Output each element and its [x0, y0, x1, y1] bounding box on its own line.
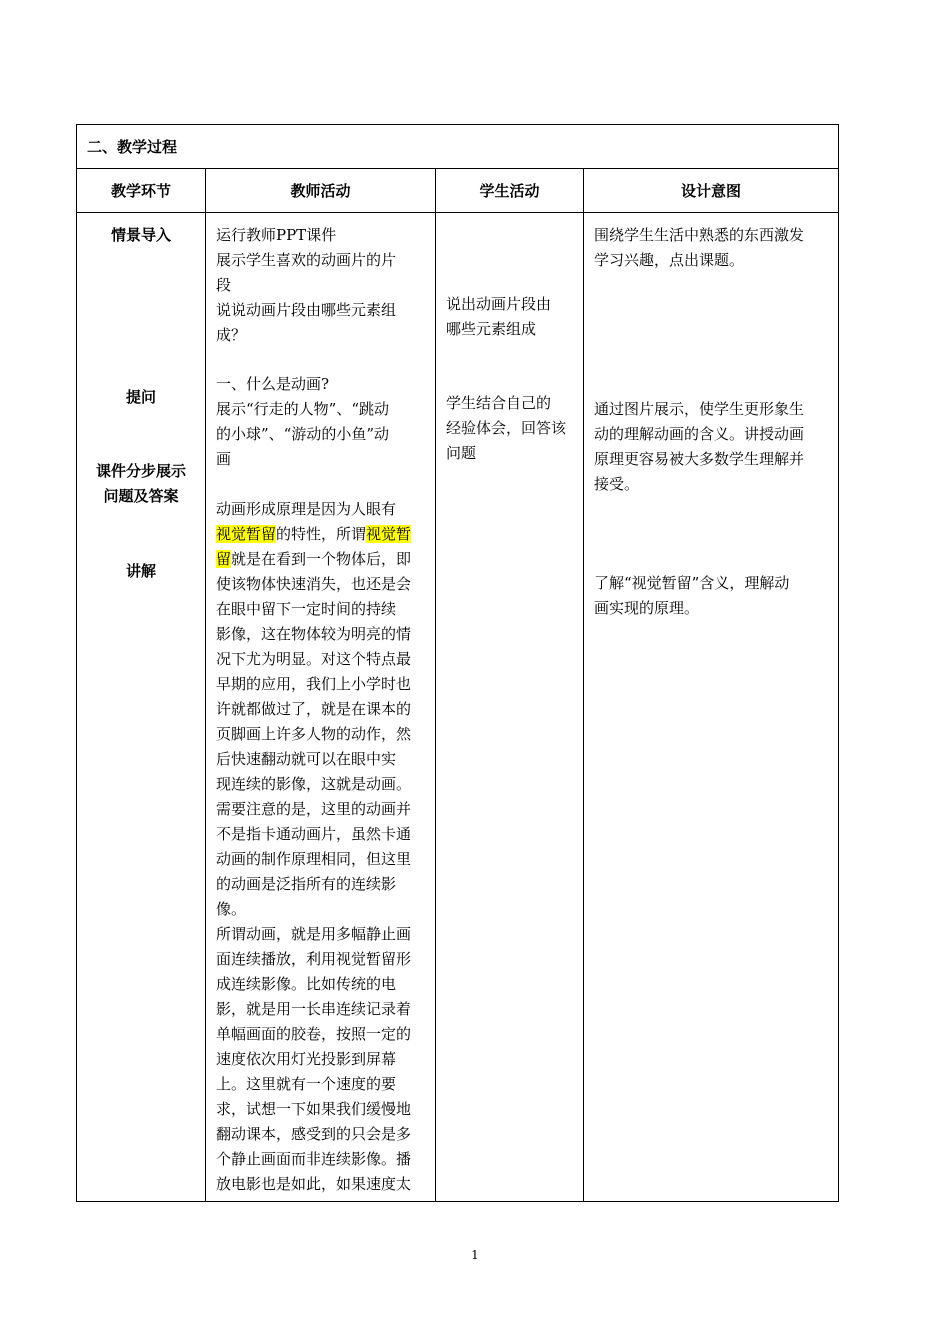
highlight-persistence-of-vision-2: 视觉暂 — [366, 525, 412, 543]
lesson-process-table — [76, 124, 839, 1202]
teacher-principle-line: 许就都做过了，就是在课本的 — [216, 700, 412, 718]
teacher-principle-line: 不是指卡通动画片，虽然卡通 — [216, 825, 412, 843]
student-activity-column — [436, 213, 584, 1202]
teacher-what-is-animation: 一、什么是动画? 展示“行走的人物”、“跳动 的小球”、“游动的小鱼”动 画 — [216, 375, 390, 468]
teacher-principle-line: 后快速翻动就可以在眼中实 — [216, 750, 397, 768]
design-intent-column — [584, 213, 839, 1202]
header-teacher-activity: 教师活动 — [206, 169, 436, 213]
stage-question: 提问 — [125, 388, 156, 406]
teacher-principle-text: 动画形成原理是因为人眼有 视觉暂留的特性，所谓视觉暂 留就是在看到一个物体后，即 使该物体快速消失，也还是会 在眼中留下一定时间的持续 影像，这在物体较为明亮的情 况下尤为明显。对这个特点最 早期的应用，我们上小学时也 许就都做过了，就是在课本的 页脚画上许多人物的动作，然 后快速翻动就可以在眼中实 现连续的影像，这就是动画。 需要注意的是，这里的动画并 不是指卡通动画片，虽然卡通 动画的制作原理相同，但这里 的动画是泛指所有的连续影 像。 所谓动画，就是用多幅静止画 面连续播放，利用视觉暂留形 成连续影像。比如传统的电 影，就是用一长串连续记录着 单幅画面的胶卷，按照一定的 速度依次用灯光投影到屏幕 上。这里就有一个速度的要 求，试想一下如果我们缓慢地 翻动课本，感受到的只会是多 个静止画面而非连续影像。播 放电影也是如此，如果速度太 — [216, 497, 431, 1197]
teacher-principle-line: 况下尤为明显。对这个特点最 — [216, 650, 412, 668]
highlight-persistence-of-vision: 视觉暂留 — [216, 525, 277, 543]
stage-courseware-line1: 课件分步展示 — [95, 462, 186, 480]
teacher-intro-text: 运行教师PPT课件 展示学生喜欢的动画片的片 段 说说动画片段由哪些元素组 成？ — [216, 226, 397, 344]
teacher-principle-line: 的动画是泛指所有的连续影 — [216, 875, 397, 893]
teacher-principle-line: 面连续播放，利用视觉暂留形 — [216, 950, 412, 968]
teacher-principle-line: 求，试想一下如果我们缓慢地 — [216, 1100, 412, 1118]
teacher-activity-column — [206, 213, 436, 1202]
teacher-principle-line: 像。 — [216, 900, 247, 918]
student-answer-elements: 说出动画片段由 哪些元素组成 — [446, 295, 552, 338]
teacher-principle-line: 单幅画面的胶卷，按照一定的 — [216, 1025, 412, 1043]
page-number: 1 — [471, 1248, 479, 1262]
teacher-principle-line: 成连续影像。比如传统的电 — [216, 975, 397, 993]
stage-courseware-line2: 问题及答案 — [103, 487, 179, 505]
stage-explain: 讲解 — [125, 562, 156, 580]
teacher-principle-line: 个静止画面而非连续影像。播 — [216, 1150, 412, 1168]
stage-intro: 情景导入 — [110, 226, 171, 244]
teacher-principle-line: 放电影也是如此，如果速度太 — [216, 1175, 412, 1193]
highlight-persistence-of-vision-3: 留 — [216, 550, 232, 568]
teacher-principle-line: 动画的制作原理相同，但这里 — [216, 850, 412, 868]
header-design-intent: 设计意图 — [584, 169, 839, 213]
teacher-principle-line: 上。这里就有一个速度的要 — [216, 1075, 397, 1093]
stage-column — [77, 213, 206, 1202]
teacher-principle-lines — [216, 572, 431, 1197]
intent-image-display: 通过图片展示，使学生更形象生 动的理解动画的含义。讲授动画 原理更容易被大多数学生理解并 接受。 — [594, 400, 805, 493]
teacher-principle-line: 翻动课本，感受到的只会是多 — [216, 1125, 412, 1143]
teacher-principle-line: 速度依次用灯光投影到屏幕 — [216, 1050, 397, 1068]
section-title: 二、教学过程 — [77, 125, 839, 169]
header-student-activity: 学生活动 — [436, 169, 584, 213]
teacher-principle-line: 影，就是用一长串连续记录着 — [216, 1000, 412, 1018]
teacher-principle-line: 所谓动画，就是用多幅静止画 — [216, 925, 412, 943]
teacher-principle-line: 使该物体快速消失，也还是会 — [216, 575, 412, 593]
student-answer-question: 学生结合自己的 经验体会，回答该 问题 — [446, 394, 567, 462]
teacher-principle-line: 在眼中留下一定时间的持续 — [216, 600, 397, 618]
intent-persistence: 了解“视觉暂留”含义，理解动 画实现的原理。 — [594, 574, 790, 617]
intent-interest: 围绕学生生活中熟悉的东西激发 学习兴趣，点出课题。 — [594, 226, 805, 269]
teacher-principle-line: 早期的应用，我们上小学时也 — [216, 675, 412, 693]
header-stage: 教学环节 — [77, 169, 206, 213]
teacher-principle-line: 页脚画上许多人物的动作，然 — [216, 725, 412, 743]
teacher-principle-line: 现连续的影像，这就是动画。 — [216, 775, 412, 793]
teacher-principle-line: 影像，这在物体较为明亮的情 — [216, 625, 412, 643]
teacher-principle-line: 需要注意的是，这里的动画并 — [216, 800, 412, 818]
